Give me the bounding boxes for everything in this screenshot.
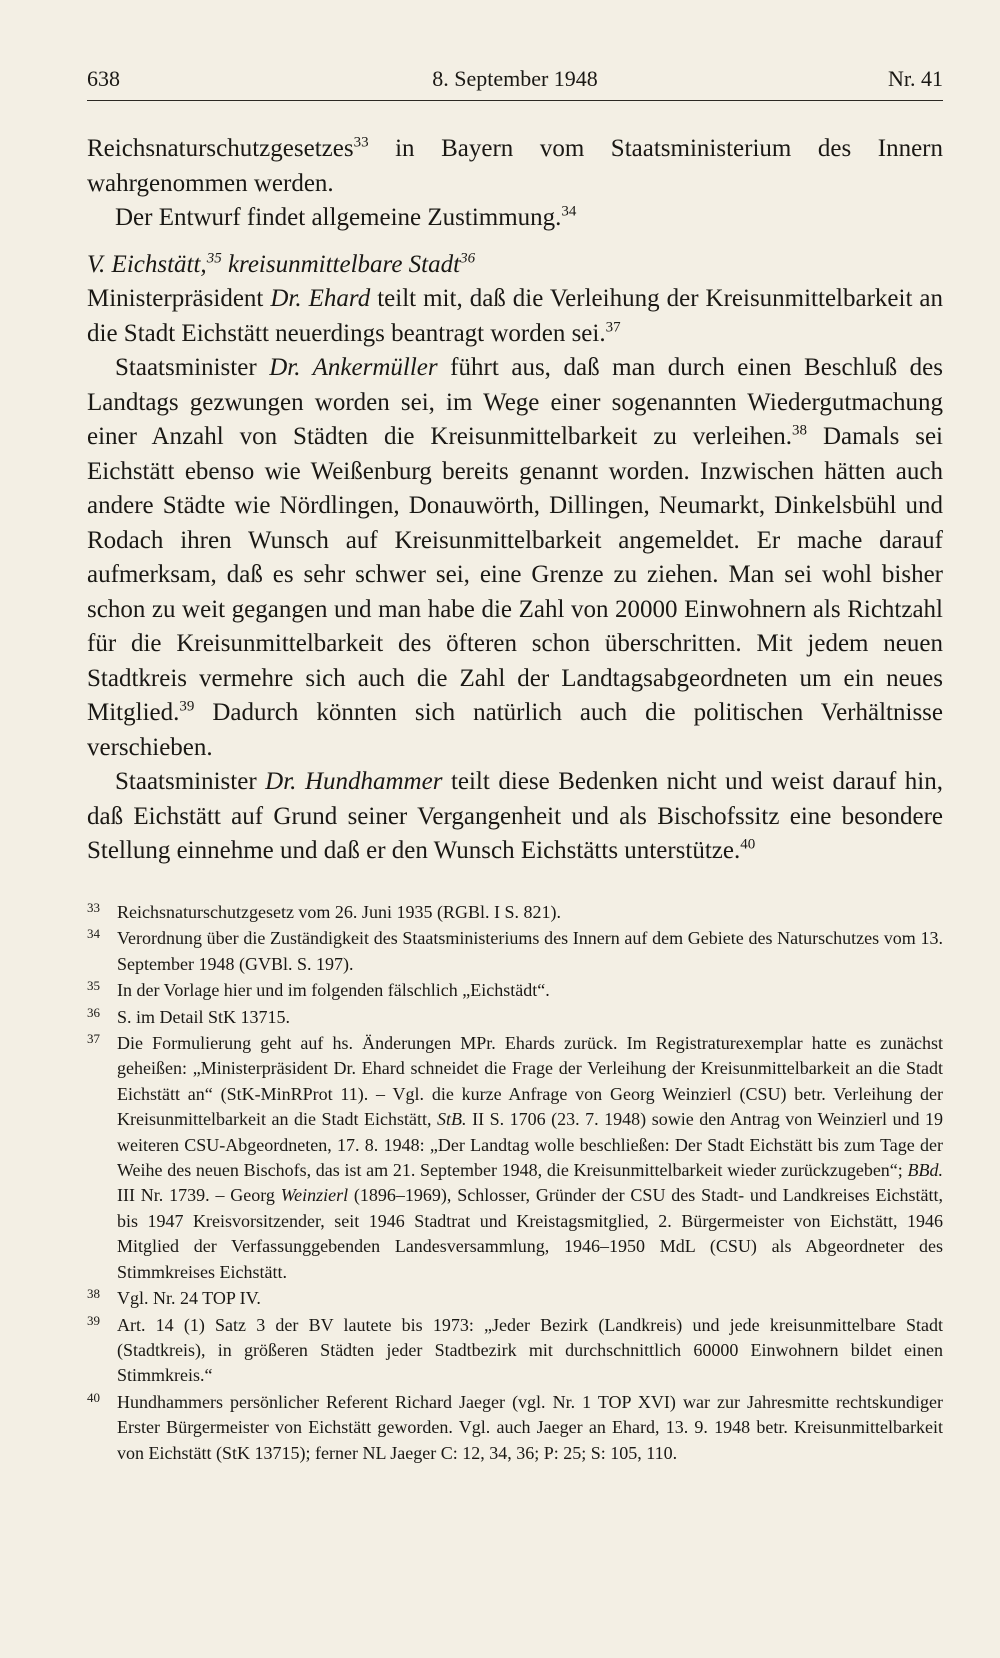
footnote-38: 38 Vgl. Nr. 24 TOP IV. [87, 1286, 261, 1309]
section-heading: V. Eichstätt,$^{35}$ kreisunmittelbare Stadt$^{36}$ [87, 250, 476, 278]
footnote-35: 35 In der Vorlage hier und im folgenden fälschlich „Eichstädt“. [87, 978, 550, 1001]
header-rule [87, 100, 943, 101]
paragraph-3: Ministerpräsident Dr. Ehard teilt mit, daß die Verleihung der Kreisunmittelbarkeit an die Stadt Eichstätt neuerdings beantragt worden sei.$^{37}$ [87, 285, 944, 347]
footnote-ref-35: 35 [206, 250, 222, 267]
page-number: 638 [87, 66, 120, 91]
footnote-ref-40: 40 [740, 836, 756, 853]
issue-number: Nr. 41 [888, 66, 943, 91]
footnote-ref-36: 36 [460, 250, 476, 267]
footnote-33: 33 Reichsnaturschutzgesetz vom 26. Juni 1935 (RGBl. I S. 821). [87, 900, 561, 922]
footnotes [87, 900, 943, 1467]
footnote-34: 34 Verordnung über die Zuständigkeit des Staatsministeriums des Innern auf dem Gebiete des Naturschutzes vom 13. September 1948 (GVBl. S. 197). [87, 926, 943, 974]
footnote-ref-37: 37 [605, 319, 621, 336]
speaker-name: Dr. Ehard [270, 285, 371, 312]
paragraph-1: Reichsnaturschutzgesetzes$^{33}$ in Bayern vom Staatsministerium des Innern wahrgenommen werden. [87, 134, 943, 197]
document-page [87, 0, 943, 1658]
speaker-name: Dr. Ankermüller [269, 354, 438, 381]
footnote-ref-34: 34 [561, 203, 577, 220]
paragraph-5: Staatsminister Dr. Hundhammer teilt diese Bedenken nicht und weist darauf hin, daß Eichstätt auf Grund seiner Vergangenheit und als Bischofssitz eine besondere Stellung einnehme und daß er den Wunsch Eichstätts unterstütze.$^{40}$ [87, 768, 944, 864]
footnote-37: 37 Die Formulierung geht auf hs. Änderungen MPr. Ehards zurück. Im Registraturexemplar hatte es zunächst geheißen: „Ministerpräsident Dr. Ehard schneidet die Frage der Verleihung der Kreisunmittelbarkeit an die Stadt Eichstätt an“ (StK-MinRProt 11). – Vgl. die kurze Anfrage von Georg Weinzierl (CSU) betr. Verleihung der Kreisunmittelbarkeit an die Stadt Eichstätt, StB. II S. 1706 (23. 7. 1948) sowie den Antrag von Weinzierl und 19 weiteren CSU-Abgeordneten, 17. 8. 1948: „Der Landtag wolle beschließen: Der Stadt Eichstätt bis zum Tage der Weihe des neuen Bischofs, das ist am 21. September 1948, die Kreisunmittelbarkeit wieder zurückzugeben“; BBd. III Nr. 1739. – Georg Weinzierl (1896–1969), Schlosser, Gründer der CSU des Stadt- und Landkreises Eichstätt, bis 1947 Kreisvorsitzender, seit 1946 Stadtrat und Kreistagsmitglied, 2. Bürgermeister von Eichstätt, 1946 Mitglied der Verfassunggebenden Landesversammlung, 1946–1950 MdL (CSU) als Abgeordneter des Stimmkreises Eichstätt. [87, 1031, 943, 1282]
header-date: 8. September 1948 [432, 66, 598, 91]
footnote-ref-39: 39 [179, 698, 195, 715]
paragraph-2: Der Entwurf findet allgemeine Zustimmung.$^{34}$ [115, 203, 577, 231]
paragraph-4: Staatsminister Dr. Ankermüller führt aus, daß man durch einen Beschluß des Landtags gezwungen worden sei, im Wege einer sogenannten Wiedergutmachung einer Anzahl von Städten die Kreisunmittelbarkeit zu verleihen.$^{38}$ Damals sei Eichstätt ebenso wie Weißenburg bereits genannt worden. Inzwischen hätten auch andere Städte wie Nördlingen, Donauwörth, Dillingen, Neumarkt, Dinkelsbühl und Rodach ihren Wunsch auf Kreisunmittelbarkeit angemeldet. Er mache darauf aufmerksam, daß es sehr schwer sei, eine Grenze zu ziehen. Man sei wohl bisher schon zu weit gegangen und man habe die Zahl von 20000 Einwohnern als Richtzahl für die Kreisunmittelbarkeit des öfteren schon überschritten. Mit jedem neuen Stadtkreis vermehre sich auch die Zahl der Landtagsabgeordneten um ein neues Mitglied.$^{39}$ Dadurch könnten sich natürlich auch die politischen Verhältnisse verschieben. [87, 354, 944, 761]
main-text [87, 132, 943, 869]
footnote-40: 40 Hundhammers persönlicher Referent Richard Jaeger (vgl. Nr. 1 TOP XVI) war zur Jahresmitte rechtskundiger Erster Bürgermeister von Eichstätt geworden. Vgl. auch Jaeger an Ehard, 13. 9. 1948 betr. Kreisunmittelbarkeit von Eichstätt (StK 13715); ferner NL Jaeger C: 12, 34, 36; P: 25; S: 105, 110. [87, 1389, 943, 1463]
footnote-36: 36 S. im Detail StK 13715. [87, 1004, 291, 1027]
footnote-ref-33: 33 [353, 134, 369, 151]
running-header [87, 66, 943, 96]
speaker-name: Dr. Hundhammer [265, 768, 443, 795]
footnote-ref-38: 38 [792, 422, 808, 439]
footnote-39: 39 Art. 14 (1) Satz 3 der BV lautete bis 1973: „Jeder Bezirk (Landkreis) und jede kreisunmittelbare Stadt (Stadtkreis), in größeren Städten jeder Stadtbezirk mit durchschnittlich 60000 Einwohnern bildet einen Stimmkreis.“ [87, 1312, 943, 1386]
